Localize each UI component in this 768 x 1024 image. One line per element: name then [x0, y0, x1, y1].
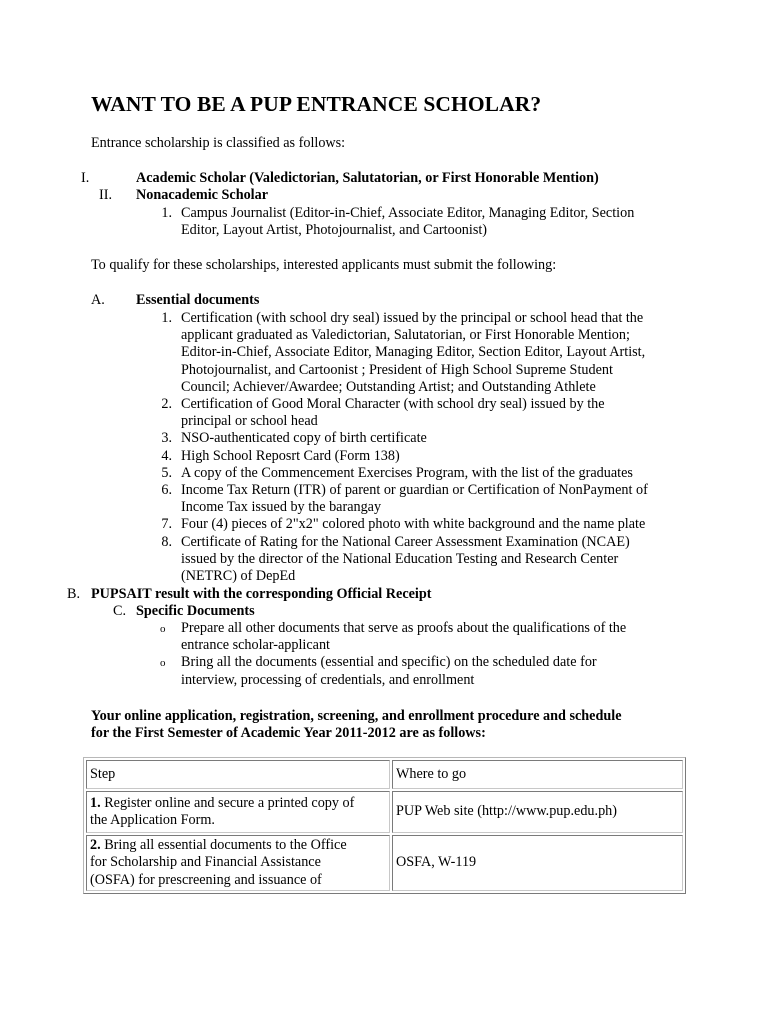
list-item-line: Certification (with school dry seal) issued by the principal or school head that the	[181, 310, 644, 326]
step-text: Bring all essential documents to the Office	[100, 837, 347, 854]
list-item-line: Photojournalist, and Cartoonist ; President of High School Supreme Student	[181, 361, 613, 378]
list-item-line: Council; Achiever/Awardee; Outstanding Artist; and Outstanding Athlete	[181, 378, 596, 395]
step-text: for Scholarship and Financial Assistance	[90, 854, 321, 871]
bullet-icon: o	[160, 623, 166, 635]
list-marker: 7.	[161, 516, 172, 533]
step-text: Register online and secure a printed copy of	[100, 794, 355, 811]
step-number: 1.	[90, 794, 101, 811]
list-item-line: Income Tax issued by the barangay	[181, 499, 382, 516]
nonacademic-scholar-heading: Nonacademic Scholar	[136, 187, 269, 203]
list-item-line: Certification of Good Moral Character (with school dry seal) issued by the	[181, 396, 605, 412]
section-a-marker: A.	[91, 292, 105, 308]
table-row	[86, 791, 683, 833]
list-item-line: Four (4) pieces of 2"x2" colored photo with white background and the name plate	[181, 516, 646, 533]
list-item-line: interview, processing of credentials, and enrollment	[181, 671, 475, 688]
list-item-line: Certificate of Rating for the National Career Assessment Examination (NCAE)	[181, 533, 630, 550]
list-item-line: Editor-in-Chief, Associate Editor, Managing Editor, Section Editor, Layout Artist,	[181, 344, 646, 361]
list-item-line: A copy of the Commencement Exercises Program, with the list of the graduates	[181, 464, 633, 481]
section-c-marker: C.	[113, 603, 127, 619]
list-marker: 2.	[161, 396, 172, 412]
academic-scholar-heading: Academic Scholar (Valedictorian, Salutatorian, or First Honorable Mention)	[136, 170, 599, 186]
section-b-heading: PUPSAIT result with the corresponding Official Receipt	[91, 586, 432, 602]
list-item-line: issued by the director of the National Education Testing and Research Center	[181, 550, 619, 567]
table-header-row	[86, 760, 683, 789]
list-marker: 1.	[161, 205, 172, 221]
list-item-line: entrance scholar-applicant	[181, 637, 330, 654]
table-cell-where: PUP Web site (http://www.pup.edu.ph)	[392, 791, 683, 833]
roman-marker-1: I.	[81, 170, 90, 186]
section-b-marker: B.	[67, 586, 81, 602]
list-item-line: principal or school head	[181, 413, 318, 430]
list-item-line: NSO-authenticated copy of birth certificate	[181, 430, 427, 447]
list-item-line: Income Tax Return (ITR) of parent or guardian or Certification of NonPayment of	[181, 482, 648, 498]
list-item-line: Bring all the documents (essential and specific) on the scheduled date for	[181, 654, 597, 671]
step-text: the Application Form.	[90, 812, 215, 828]
list-item-line: Editor, Layout Artist, Photojournalist, and Cartoonist)	[181, 222, 488, 238]
list-marker: 5.	[161, 464, 172, 481]
list-marker: 6.	[161, 482, 172, 498]
table-cell-step	[86, 835, 390, 891]
step-text: (OSFA) for prescreening and issuance of	[90, 871, 322, 888]
roman-marker-2: II.	[99, 187, 112, 203]
bullet-icon: o	[160, 657, 166, 670]
section-c-heading: Specific Documents	[136, 603, 255, 619]
schedule-table	[83, 757, 686, 894]
list-item-line: High School Reposrt Card (Form 138)	[181, 447, 400, 464]
intro-text: Entrance scholarship is classified as follows:	[91, 135, 346, 151]
table-header-cell: Step	[86, 760, 390, 789]
table-cell-step	[86, 791, 390, 833]
list-marker: 4.	[161, 447, 172, 464]
table-header-cell: Where to go	[392, 760, 683, 789]
list-marker: 1.	[161, 310, 172, 326]
list-item-line: (NETRC) of DepEd	[181, 568, 296, 584]
list-item-line: Campus Journalist (Editor-in-Chief, Associate Editor, Managing Editor, Section	[181, 205, 635, 221]
table-cell-where: OSFA, W-119	[392, 835, 683, 891]
list-item-line: Prepare all other documents that serve as proofs about the qualifications of the	[181, 620, 627, 636]
section-a-heading: Essential documents	[136, 292, 260, 308]
table-row	[86, 835, 683, 891]
schedule-heading-line: for the First Semester of Academic Year 2011-2012 are as follows:	[91, 725, 486, 741]
list-item-line: applicant graduated as Valedictorian, Salutatorian, or First Honorable Mention;	[181, 327, 630, 344]
list-marker: 3.	[161, 430, 172, 447]
page-title: WANT TO BE A PUP ENTRANCE SCHOLAR?	[91, 92, 542, 116]
list-marker: 8.	[161, 533, 172, 550]
qualify-text: To qualify for these scholarships, interested applicants must submit the following:	[91, 257, 557, 273]
schedule-heading-line: Your online application, registration, screening, and enrollment procedure and schedule	[91, 708, 622, 724]
step-number: 2.	[90, 837, 101, 854]
